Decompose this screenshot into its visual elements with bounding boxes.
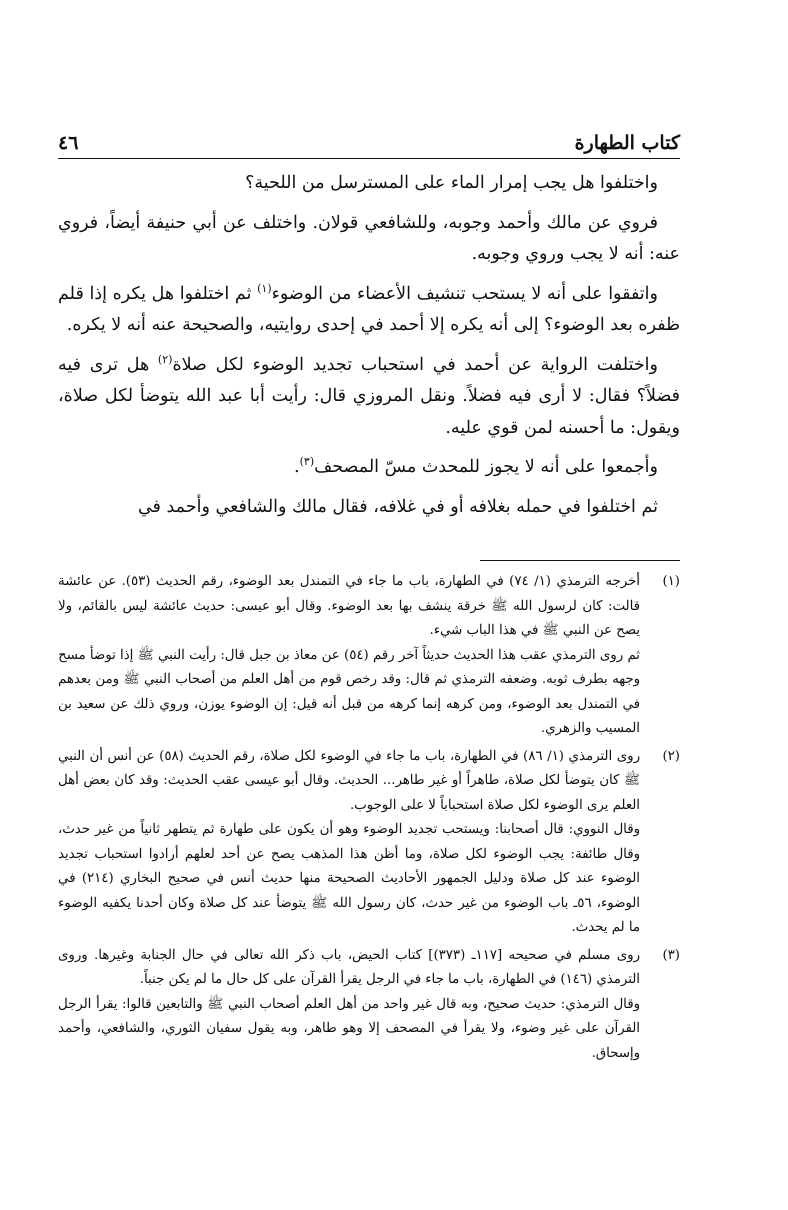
book-title: كتاب الطهارة xyxy=(574,132,680,154)
paragraph xyxy=(58,350,680,445)
paragraph-text: واختلفوا هل يجب إمرار الماء على المسترسل من اللحية؟ xyxy=(245,173,658,193)
paragraph-text: ثم اختلفوا هل يكره إذا قلم ظفره بعد الوضوء؟ إلى أنه يكره إلا أحمد في إحدى روايتيه، والصحيحة عنه أنه لا يكره. xyxy=(58,283,680,335)
paragraph-text: . xyxy=(294,457,300,477)
footnote-number: (٢) xyxy=(662,748,680,764)
page-number: ٤٦ xyxy=(58,132,79,154)
page-header xyxy=(58,128,680,154)
paragraph-text: واتفقوا على أنه لا يستحب تنشيف الأعضاء من الوضوء xyxy=(271,283,658,304)
footnote-paragraph: أخرجه الترمذي (١/ ٧٤) في الطهارة، باب ما جاء في التمندل بعد الوضوء، رقم الحديث (٥٣). عن عائشة قالت: كان لرسول الله ﷺ خرقة ينشف بها بعد الوضوء. وقال أبو عيسى: حديث عائشة ليس بالقائم، ولا يصح عن النبي ﷺ في هذا الباب شيء. xyxy=(58,574,640,638)
header-divider xyxy=(58,158,680,159)
footnote-paragraph: روى الترمذي (١/ ٨٦) في الطهارة، باب ما جاء في الوضوء لكل صلاة، رقم الحديث (٥٨) عن أنس أن النبي ﷺ كان يتوضأ لكل صلاة، طاهراً أو غير طاهر... الحديث. وقال أبو عيسى عقب الحديث: وقد كان بعض أهل العلم يرى الوضوء لكل صلاة استحباباً لا على الوجوب. xyxy=(58,748,641,813)
footnote-paragraph: وقال الترمذي: حديث صحيح، وبه قال غير واحد من أهل العلم أصحاب النبي ﷺ والتابعين قالوا: يقرأ الرجل القرآن على غير وضوء، ولا يقرأ في المصحف إلا وهو طاهر، وبه يقول سفيان الثوري، والشافعي، وأحمد وإسحاق. xyxy=(58,996,640,1061)
paragraph xyxy=(58,208,680,271)
footnote-paragraph: وقال النووي: قال أصحابنا: ويستحب تجديد الوضوء وهو أن يكون على طهارة ثم يتطهر ثانياً من غير حدث، وقال طائفة: يجب الوضوء لكل صلاة، وما أظن هذا المذهب يصح عن أحد لعلهم أرادوا استحباب تجديد الوضوء عند كل صلاة ودليل الجمهور الأحاديث الصحيحة منها حديث أنس في صحيح البخاري (٢١٤) في الوضوء، ٥٦ـ باب الوضوء من غير حدث، كان رسول الله ﷺ يتوضأ عند كل صلاة وكان أحدنا يكفيه الوضوء ما لم يحدث. xyxy=(58,822,640,935)
footnote-body xyxy=(58,944,640,1067)
paragraph-text: ثم اختلفوا في حمله بغلافه أو في غلافه، فقال مالك والشافعي وأحمد في xyxy=(137,496,658,517)
paragraph-text: فروي عن مالك وأحمد وجوبه، وللشافعي قولان. واختلف عن أبي حنيفة أيضاً، فروي عنه: أنه لا يجب وروي وجوبه. xyxy=(58,212,680,264)
footnote-body xyxy=(58,745,640,941)
footnote-divider xyxy=(480,560,680,561)
paragraph xyxy=(58,492,680,524)
paragraph xyxy=(58,452,680,484)
footnote xyxy=(58,944,680,1067)
book-page xyxy=(58,0,680,1210)
footnotes xyxy=(58,570,680,1069)
footnote xyxy=(58,570,680,742)
footnote-body xyxy=(58,570,640,742)
paragraph-text: وأجمعوا على أنه لا يجوز للمحدث مسّ المصحف xyxy=(314,457,658,477)
footnote-ref: (٢) xyxy=(157,352,173,366)
footnote-paragraph: روى مسلم في صحيحه [١١٧ـ (٣٧٣)] كتاب الحيض، باب ذكر الله تعالى في حال الجنابة وغيرها. وروى الترمذي (١٤٦) في الطهارة، باب ما جاء في الرجل يقرأ القرآن على كل حال ما لم يكن جنباً. xyxy=(58,947,640,987)
footnote-ref: (٣) xyxy=(299,455,315,469)
paragraph-text: واختلفت الرواية عن أحمد في استحباب تجديد الوضوء لكل صلاة xyxy=(172,354,658,375)
main-text xyxy=(58,168,680,531)
footnote-number: (٣) xyxy=(662,947,680,963)
footnote-ref: (١) xyxy=(257,281,272,295)
paragraph xyxy=(58,279,680,342)
footnote xyxy=(58,745,680,941)
paragraph xyxy=(58,168,680,200)
footnote-number: (١) xyxy=(662,574,680,589)
paragraph-text: هل ترى فيه فضلاً؟ فقال: لا أرى فيه فضلاً. ونقل المروزي قال: رأيت أبا عبد الله يتوضأ لكل صلاة، ويقول: ما أحسنه لمن قوي عليه. xyxy=(58,354,680,438)
footnote-paragraph: ثم روى الترمذي عقب هذا الحديث حديثاً آخر رقم (٥٤) عن معاذ بن جبل قال: رأيت النبي ﷺ إذا توضأ مسح وجهه بطرف ثوبه. وضعفه الترمذي ثم قال: وقد رخص قوم من أهل العلم من أصحاب النبي ﷺ ومن بعدهم في التمندل بعد الوضوء، ومن كرهه إنما كرهه من قبل أنه قيل: إن الوضوء يوزن، وروي ذلك عن سعيد بن المسيب والزهري. xyxy=(58,647,640,736)
